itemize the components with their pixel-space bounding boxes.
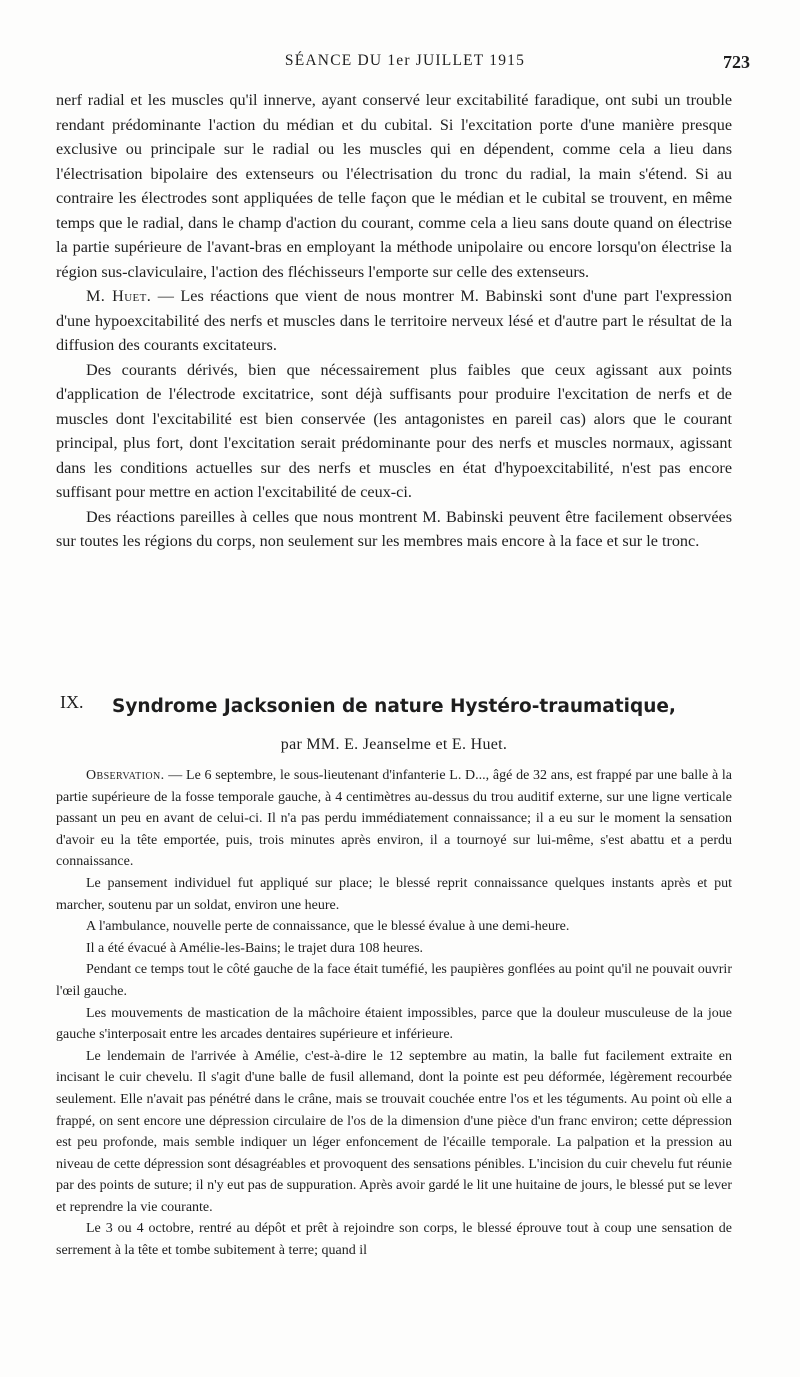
section-title: Syndrome Jacksonien de nature Hystéro-traumatique,	[112, 696, 676, 717]
section-number: IX.	[60, 692, 84, 712]
paragraph-observation	[56, 765, 732, 873]
speaker-name: M. Huet.	[86, 287, 152, 305]
section-authors: par MM. E. Jeanselme et E. Huet.	[280, 736, 508, 753]
huet-remarks-text: — Les réactions que vient de nous montrer M. Babinski sont d'une part l'expression d'une hypoexcitabilité des nerfs et muscles dans le territoire nerveux lésé et d'autre part le résultat de la diffusion des courants excitateurs.	[56, 287, 732, 354]
observation-text: — Le 6 septembre, le sous-lieutenant d'infanterie L. D..., âgé de 32 ans, est frappé par une balle à la partie supérieure de la fosse temporale gauche, à 4 centimètres au-dessus du trou auditif externe, sur une ligne verticale passant un peu en avant de celui-ci. Il n'a pas perdu immédiatement connaissance; il a eu sur le moment la sensation d'avoir eu la tête emportée, puis, trois minutes après environ, il a tournoyé sur lui-même, s'est abattu et a perdu connaissance.	[56, 768, 732, 870]
paragraph-dressing: Le pansement individuel fut appliqué sur place; le blessé reprit connaissance quelques instants après et put marcher, soutenu par un soldat, environ une heure.	[56, 875, 732, 913]
paragraph-evacuation: Il a été évacué à Amélie-les-Bains; le trajet dura 108 heures.	[86, 940, 424, 956]
paragraph-extraction: Le lendemain de l'arrivée à Amélie, c'est-à-dire le 12 septembre au matin, la balle fut facilement extraite en incisant le cuir chevelu. Il s'agit d'une balle de fusil allemand, dont la pointe est peu déformée, légèrement recourbée seulement. Elle n'avait pas pénétré dans le crâne, mais se trouvait couchée entre l'os et les téguments. Au point où elle a frappé, on sent encore une dépression circulaire de l'os de la dimension d'une pièce d'un franc environ; cette dépression est peu profonde, mais semble indiquer un léger enfoncement de l'écaille temporale. La palpation et la pression au niveau de cette dépression sont désagréables et provoquent des sensations pénibles. L'incision du cuir chevelu fut réunie par des points de suture; il n'y eut pas de suppuration. Après avoir gardé le lit une huitaine de jours, le blessé put se lever et reprendre la vie courante.	[56, 1048, 732, 1215]
running-head: SÉANCE DU 1er JUILLET 1915	[284, 52, 526, 69]
observation-block	[56, 765, 732, 1262]
paragraph-radial-nerve: nerf radial et les muscles qu'il innerve, ayant conservé leur excitabilité faradique, ont subi un trouble rendant prédominante l'action du médian et du cubital. Si l'excitation porte d'une manière presque exclusive ou principale sur le radial ou les muscles qui en dépendent, comme cela a lieu dans l'électrisation bipolaire des extenseurs ou l'électrisation du tronc du radial, la main s'étend. Si au contraire les électrodes sont appliquées de telle façon que le médian et le cubital se trouvent, en même temps que le radial, dans le champ d'action du courant, comme cela a lieu sans doute quand on électrise la partie supérieure de l'avant-bras en employant la méthode unipolaire ou encore lorsqu'on électrise la région sus-claviculaire, l'action des fléchisseurs l'emporte sur celle des extenseurs.	[56, 91, 732, 281]
paragraph-similar-reactions: Des réactions pareilles à celles que nous montrent M. Babinski peuvent être facilement observées sur toutes les régions du corps, non seulement sur les membres mais encore à la face et sur le tronc.	[56, 507, 732, 550]
paragraph-ambulance: A l'ambulance, nouvelle perte de connaissance, que le blessé évalue à une demi-heure.	[86, 919, 570, 935]
discussion-block	[56, 88, 732, 554]
page-header	[60, 52, 750, 76]
observation-label: Observation.	[86, 768, 165, 783]
paragraph-swelling: Pendant ce temps tout le côté gauche de la face était tuméfié, les paupières gonflées au point qu'il ne pouvait ouvrir l'œil gauche.	[56, 962, 732, 999]
paragraph-mastication: Les mouvements de mastication de la mâchoire étaient impossibles, parce que la douleur musculeuse de la joue gauche s'interposait entre les arcades dentaires supérieure et inférieure.	[56, 1005, 732, 1043]
paragraph-huet-remarks	[56, 284, 732, 358]
page-number: 723	[723, 52, 750, 72]
paragraph-october: Le 3 ou 4 octobre, rentré au dépôt et prêt à rejoindre son corps, le blessé éprouve tout à coup une sensation de serrement à la tête et tombe subitement à terre; quand il	[56, 1221, 732, 1259]
paragraph-derived-currents: Des courants dérivés, bien que nécessairement plus faibles que ceux agissant aux points d'application de l'électrode excitatrice, sont déjà suffisants pour produire l'excitation de nerfs et de muscles dont l'excitabilité est bien conservée (les antagonistes en pareil cas) alors que le courant principal, plus fort, dont l'excitation serait prédominante pour des nerfs et muscles normaux, agissant dans les conditions actuelles sur des nerfs et muscles en état d'hypoexcitabilité, n'est pas encore suffisant pour mettre en action l'excitabilité de ceux-ci.	[56, 360, 732, 501]
section-heading	[56, 692, 732, 717]
